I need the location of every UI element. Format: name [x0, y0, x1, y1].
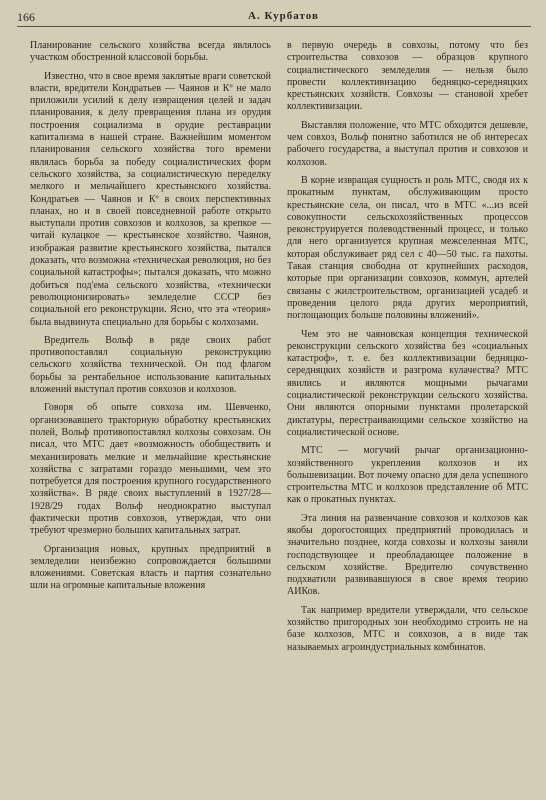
paragraph: Так например вредители утверждали, что сельское хозяйство пригородных зон необходимо строить не на базе колхозов, МТС и совхозов, а в виде так называемых агроиндустриальных комбинатов. [287, 604, 528, 653]
running-title: А. Курбатов [248, 10, 319, 22]
paragraph: Организация новых, крупных предприятий в земледелии неизбежно сопровождается большими вложениями. Советская власть и партия сознательно шли на огромные капитальные вложения [30, 543, 271, 592]
paragraph: в первую очередь в совхозы, потому что без строительства совхозов — образцов крупного социалистического земледелия — нельзя было провести коллективизацию бедняцко-середняцких крестьянских хозяйств. Совхозы — становой хребет коллективизации. [287, 40, 528, 113]
left-column [30, 40, 271, 800]
paragraph: В корне извращая сущность и роль МТС, сводя их к прокатным пунктам, обслуживающим просто крестьянские села, он писал, что в МТС «...из всей совокупности сельскохозяйственных процессов реконструируется полеводственный процесс, и только для него организуется крупная межселенная МТС, которая обслуживает ряд сел с 40—50 тыс. га пахоты. Такая станция свободна от крупнейших расходов, которые при организации совхозов, коммун, артелей связаны с жилстроительством, организацией усадеб и проведения целого ряда других мероприятий, поглощающих больше половины вложений». [287, 174, 528, 322]
paragraph: Известно, что в свое время заклятые враги советской власти, вредители Кондратьев — Чаянов и Кº не мало приложили усилий к делу извращения целей и задач планирования, к делу превращения плана из орудия построения социализма в орудие реставрации капитализма в нашей стране. Важнейшим моментом планирования сельского хозяйства того времени являлась борьба за победу социалистических форм сельского хозяйства, за социалистическую переделку мелкого и мельчайшего крестьянского хозяйства. Кондратьев — Чаянов и Кº в своих перспективных планах, но и в своей повседневной работе открыто выступали против совхозов и колхозов, за крепкое — читай кулацкое — крестьянское хозяйство. Чаянов, изображая развитие крестьянского хозяйства, пытался доказать, что возможна «техническая революция, но без социальной катастрофы»; пытался доказать, что можно добиться под'ема сельского хозяйства, «технически революционизировать» земледелие СССР без социальной его реконструкции. Ясно, что эта «теория» была выдвинута специально для борьбы с колхозами. [30, 70, 271, 328]
right-column [287, 40, 528, 800]
paragraph: Вредитель Вольф в ряде своих работ противопоставлял социальную реконструкцию сельского хозяйства технической. Он под флагом борьбы за рентабельное использование капитальных вложений выступал против совхозов и колхозов. [30, 334, 271, 396]
paragraph: Планирование сельского хозяйства всегда являлось участком обостренной классовой борьбы. [30, 40, 271, 64]
paragraph: Чем это не чаяновская концепция технической реконструкции сельского хозяйства без «социальных катастроф», т. е. без коллективизации бедняцко-середняцких хозяйств и разгрома кулачества? МТС явились и являются мощными рычагами социалистической реконструкции сельского хозяйства. Они являются опорными пунктами пролетарской диктатуры, перестраивающими сельское хозяйство на социалистической основе. [287, 328, 528, 438]
paragraph: Говоря об опыте совхоза им. Шевченко, организовавшего тракторную обработку крестьянских полей, Вольф противопоставлял колхозы совхозам. Он писал, что МТС дает «возможность обобществить и механизировать мелкие и мельчайшие крестьянские хозяйства с затратами гораздо меньшими, чем это потребуется для построения крупного государственного хозяйства». В ряде своих выступлений в 1927/28—1928/29 годах Вольф неоднократно выступал фактически против совхозов, утверждая, что они требуют чрезмерно больших капитальных затрат. [30, 402, 271, 537]
paragraph: Выставляя положение, что МТС обходятся дешевле, чем совхоз, Вольф понятно заботился не об интересах рабочего государства, а выступал против и совхозов и колхозов. [287, 119, 528, 168]
text-columns [30, 40, 528, 800]
paragraph: МТС — могучий рычаг организационно-хозяйственного укрепления колхозов и их большевизации. Вот почему опасно для дела успешного строительства МТС и колхозов представление об МТС как о прокатных пунктах. [287, 445, 528, 506]
page-number: 166 [17, 10, 35, 24]
page-header [17, 8, 531, 27]
paragraph: Эта линия на развенчание совхозов и колхозов как якобы дорогостоящих предприятий проводилась и значительно позднее, когда совхозы и колхозы заняли господствующее и преобладающее положение в сельском хозяйстве. Вредителю сочувственно подхватили развивавшуюся в свое время теорию АИКов. [287, 512, 528, 598]
